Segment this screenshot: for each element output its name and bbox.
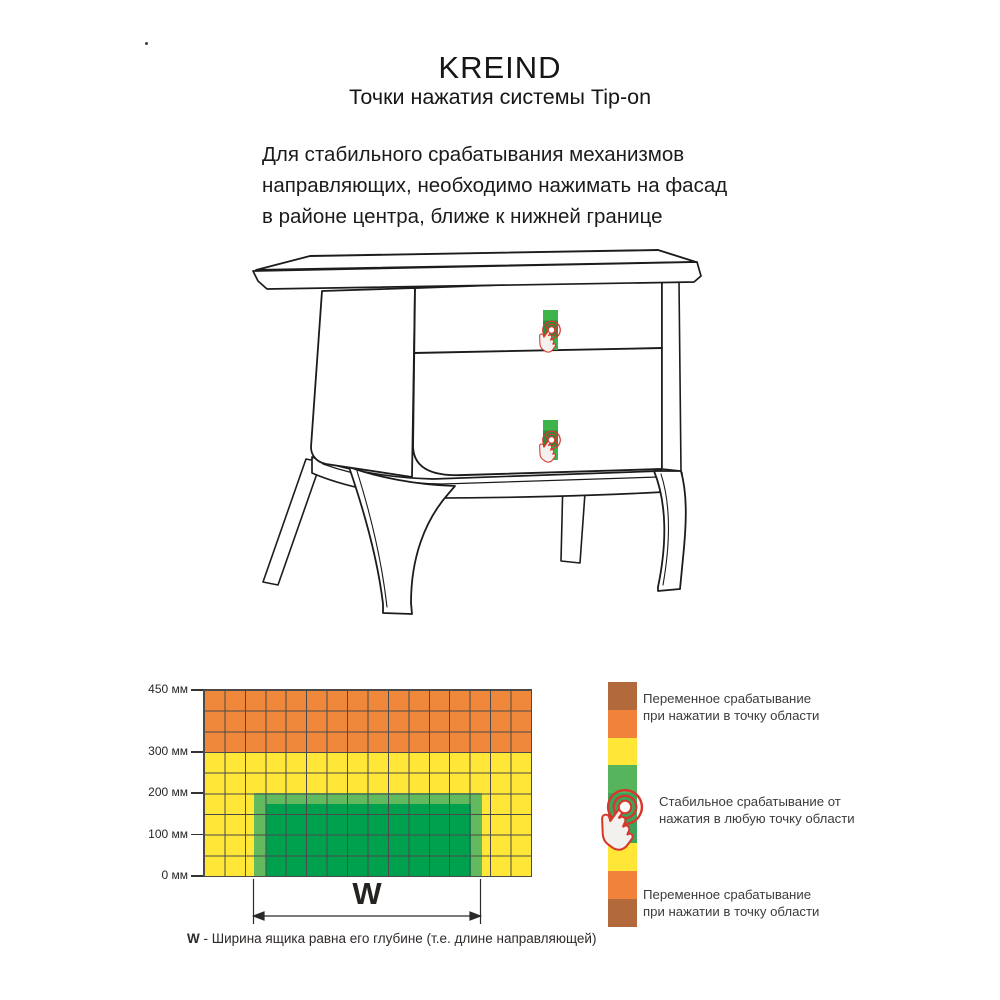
y-tick-mark bbox=[191, 751, 203, 753]
legend-segment-2 bbox=[608, 738, 637, 765]
zone-chart bbox=[203, 689, 532, 877]
caption-text: - Ширина ящика равна его глубине (т.е. длине направляющей) bbox=[199, 931, 597, 946]
description-line: в районе центра, ближе к нижней границе bbox=[262, 205, 663, 228]
legend-line: нажатия в любую точку области bbox=[659, 810, 855, 826]
width-dimension-arrow bbox=[250, 877, 484, 925]
y-tick-label: 300 мм bbox=[148, 744, 188, 758]
y-tick-label: 200 мм bbox=[148, 785, 188, 800]
legend-line: Стабильное срабатывание от bbox=[659, 794, 841, 809]
y-tick-label: 0 мм bbox=[161, 868, 188, 882]
legend-segment-7 bbox=[608, 899, 637, 927]
y-tick-mark bbox=[191, 834, 203, 836]
description-paragraph bbox=[262, 139, 727, 232]
y-tick-mark bbox=[191, 875, 203, 877]
right-stile bbox=[662, 279, 681, 471]
left-side-panel bbox=[311, 288, 415, 477]
y-tick-label: 450 мм bbox=[148, 682, 188, 696]
legend-segment-1 bbox=[608, 710, 637, 738]
back-left-leg bbox=[263, 459, 321, 585]
width-dimension-label: W bbox=[352, 876, 382, 911]
caption-w: W bbox=[187, 931, 200, 946]
zone-chart-gridlines bbox=[204, 690, 531, 876]
drawer-front-panel bbox=[413, 279, 662, 475]
y-tick-mark bbox=[191, 689, 203, 691]
stray-dot bbox=[145, 42, 148, 45]
page-subtitle: Точки нажатия системы Tip-on bbox=[348, 85, 652, 109]
legend-line: при нажатии в точку области bbox=[643, 707, 820, 723]
legend-item-stable bbox=[659, 794, 855, 827]
legend-line: Переменное срабатывание bbox=[643, 691, 812, 706]
description-line: направляющих, необходимо нажимать на фасад bbox=[262, 174, 728, 197]
description-line: Для стабильного срабатывания механизмов bbox=[262, 143, 685, 166]
legend-segment-6 bbox=[608, 871, 637, 899]
legend-item-variable-top bbox=[643, 691, 819, 724]
legend-line: при нажатии в точку области bbox=[643, 903, 820, 919]
page-title: KREIND bbox=[438, 50, 562, 85]
nightstand-drawing bbox=[230, 245, 710, 625]
front-left-leg bbox=[349, 467, 455, 614]
press-hand-icon bbox=[593, 783, 655, 853]
y-tick-label: 100 мм bbox=[148, 826, 188, 841]
legend-item-variable-bottom bbox=[643, 887, 819, 920]
legend-segment-0 bbox=[608, 682, 637, 710]
y-tick-mark bbox=[191, 792, 203, 794]
legend-line: Переменное срабатывание bbox=[643, 887, 812, 902]
chart-caption bbox=[187, 931, 596, 946]
